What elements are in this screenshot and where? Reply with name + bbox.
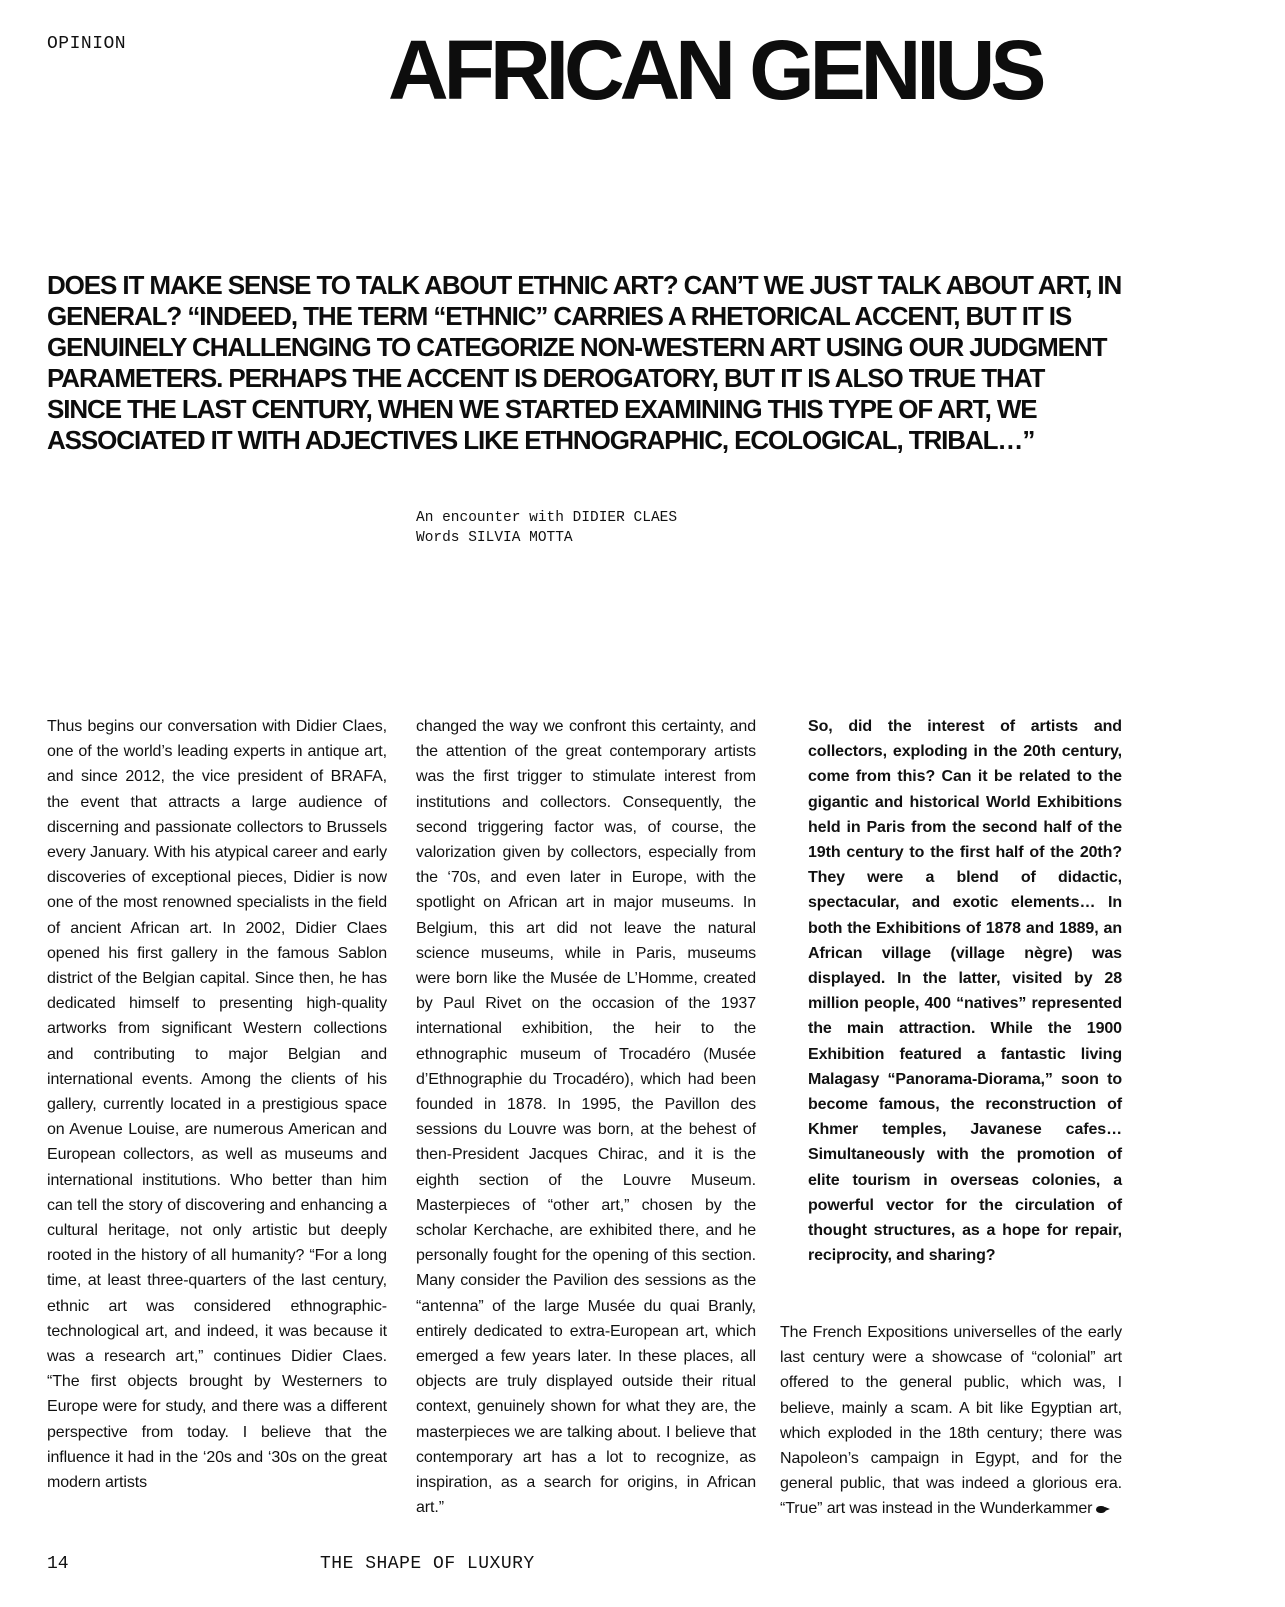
section-label: OPINION: [47, 34, 127, 54]
interview-answer-text: The French Expositions universelles of the early last century were a showcase of “colonial” art offered to the general public, which was, I believe, mainly a scam. A bit like Egyptian art, which exploded in the 18th century; there was Napoleon’s campaign in Egypt, and for the general public, that was indeed a glorious era. “True” art was instead in the Wunderkammer: [780, 1324, 1122, 1518]
body-column-2: changed the way we confront this certainty, and the attention of the great contemporary artists was the first trigger to stimulate interest from institutions and collectors. Consequently, the second triggering factor was, of course, the valorization given by collectors, especially from the ‘70s, and even later in Europe, with the spotlight on African art in major museums. In Belgium, this art did not leave the natural science museums, while in Paris, museums were born like the Musée de L’Homme, created by Paul Rivet on the occasion of the 1937 international exhibition, the heir to the ethnographic museum of Trocadéro (Musée d’Ethnographie du Trocadéro), which had been founded in 1878. In 1995, the Pavillon des sessions du Louvre was born, at the behest of then-President Jacques Chirac, and it is the eighth section of the Louvre Museum. Masterpieces of “other art,” chosen by the scholar Kerchache, are exhibited there, and he personally fought for the opening of this section. Many consider the Pavilion des sessions as the “antenna” of the large Musée du quai Branly, entirely dedicated to extra-European art, which emerged a few years later. In these places, all objects are truly displayed outside their ritual context, genuinely shown for what they are, the masterpieces we are talking about. I believe that contemporary art has a lot to recognize, as inspiration, as a search for origins, in African art.”: [416, 718, 756, 1517]
body-column-1: Thus begins our conversation with Didier Claes, one of the world’s leading experts in antique art, and since 2012, the vice president of BRAFA, the event that attracts a large audience of discerning and passionate collectors to Brussels every January. With his atypical career and early discoveries of exceptional pieces, Didier is now one of the most renowned specialists in the field of ancient African art. In 2002, Didier Claes opened his first gallery in the famous Sablon district of the Belgian capital. Since then, he has dedicated himself to presenting high-quality artworks from significant Western collections and contributing to major Belgian and international events. Among the clients of his gallery, currently located in a prestigious space on Avenue Louise, are numerous American and European collectors, as well as museums and international institutions. Who better than him can tell the story of discovering and enhancing a cultural heritage, not only artistic but deeply rooted in the history of all humanity? “For a long time, at least three-quarters of the last century, ethnic art was considered ethnographic-technological art, and indeed, it was because it was a research art,” continues Didier Claes. “The first objects brought by Westerners to Europe were for study, and there was a different perspective from today. I believe that the influence it had in the ‘20s and ‘30s on the great modern artists: [47, 718, 387, 1492]
credit-encounter: An encounter with DIDIER CLAES: [416, 510, 678, 526]
interview-question: So, did the interest of artists and collectors, exploding in the 20th century, come from this? Can it be related to the gigantic and historical World Exhibitions held in Paris from the second half of the 19th century to the first half of the 20th? They were a blend of didactic, spectacular, and exotic elements… In both the Exhibitions of 1878 and 1889, an African village (village nègre) was displayed. In the latter, visited by 28 million people, 400 “natives” represented the main attraction. While the 1900 Exhibition featured a fantastic living Malagasy “Panorama-Diorama,” soon to become famous, the reconstruction of Khmer temples, Javanese cafes… Simultaneously with the promotion of elite tourism in overseas colonies, a powerful vector for the circulation of thought structures, as a hope for repair, reciprocity, and sharing?: [808, 718, 1122, 1265]
continue-arrow-icon: [1096, 1506, 1106, 1513]
article-credits: [416, 508, 677, 548]
credit-words: Words SILVIA MOTTA: [416, 530, 573, 546]
article-lede: DOES IT MAKE SENSE TO TALK ABOUT ETHNIC ART? CAN’T WE JUST TALK ABOUT ART, IN GENERAL? “INDEED, THE TERM “ETHNIC” CARRIES A RHETORICAL ACCENT, BUT IT IS GENUINELY CHALLENGING TO CATEGORIZE NON-WESTERN ART USING OUR JUDGMENT PARAMETERS. PERHAPS THE ACCENT IS DEROGATORY, BUT IT IS ALSO TRUE THAT SINCE THE LAST CENTURY, WHEN WE STARTED EXAMINING THIS TYPE OF ART, WE ASSOCIATED IT WITH ADJECTIVES LIKE ETHNOGRAPHIC, ECOLOGICAL, TRIBAL…”: [47, 270, 1122, 455]
page-number: 14: [47, 1554, 69, 1574]
magazine-name: THE SHAPE OF LUXURY: [320, 1554, 535, 1574]
interview-answer: [780, 1320, 1122, 1522]
article-title: AFRICAN GENIUS: [388, 23, 1042, 117]
